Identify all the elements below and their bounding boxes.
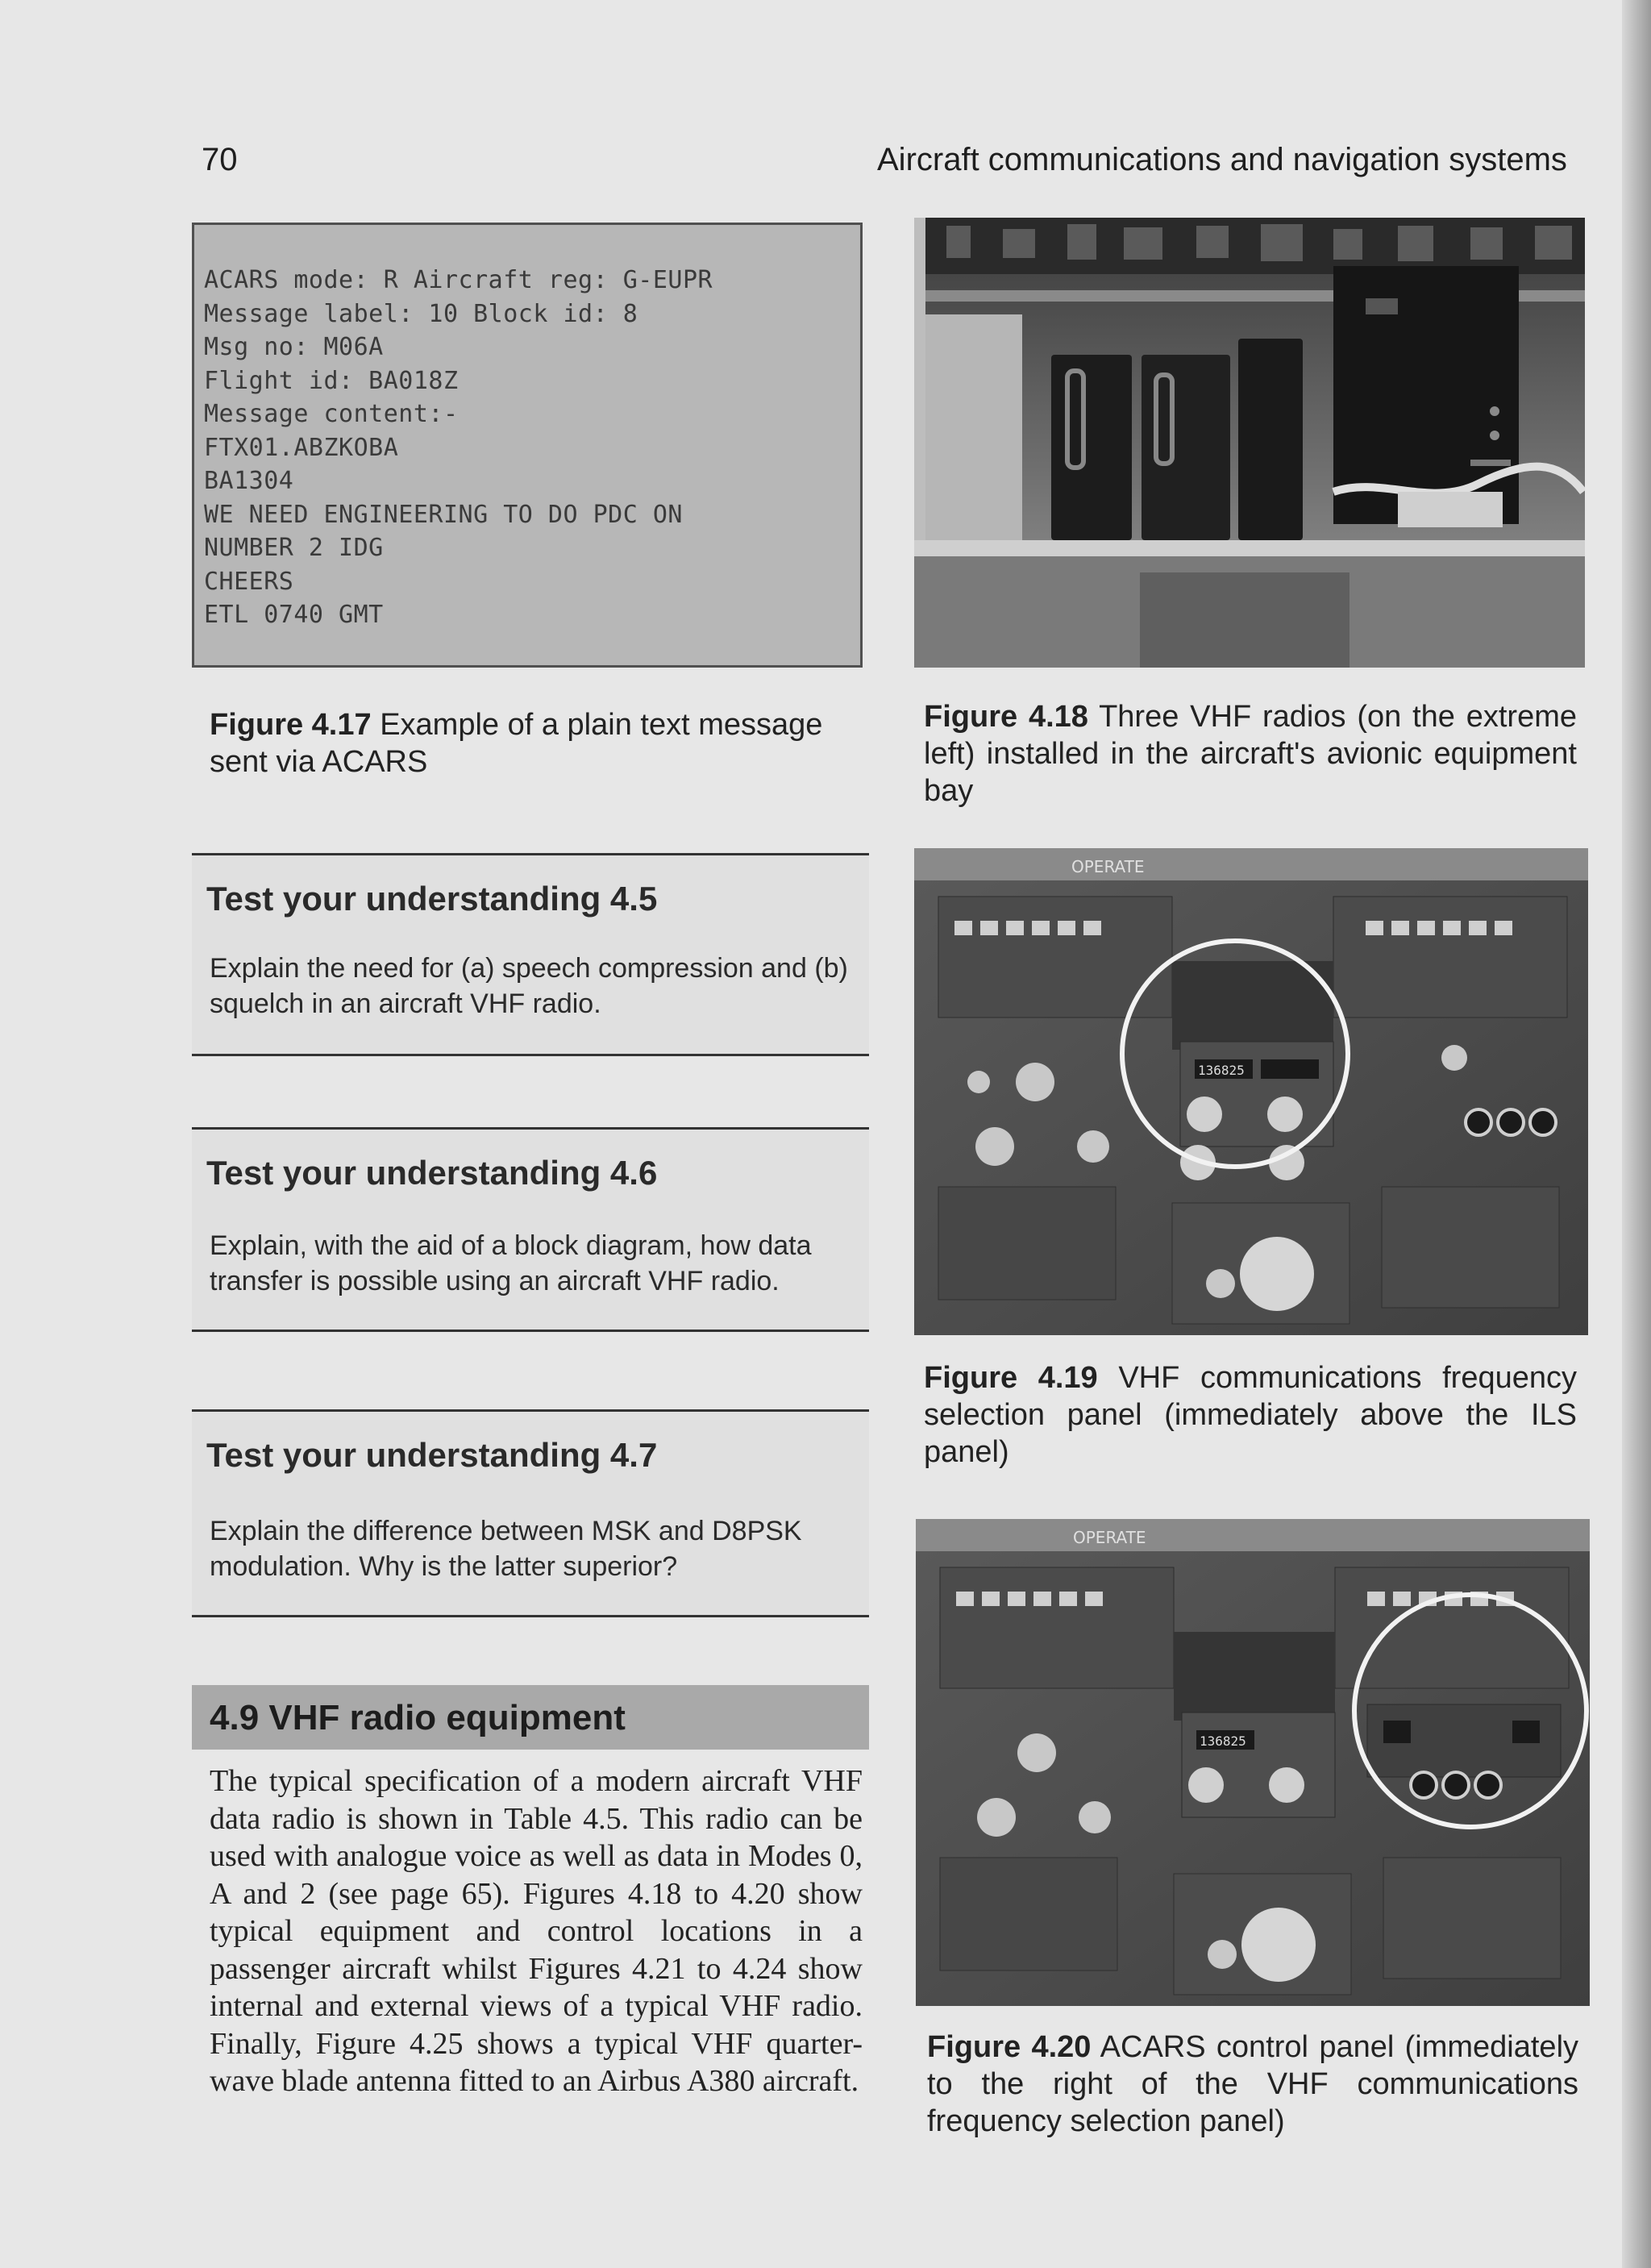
running-title: Aircraft communications and navigation systems <box>877 142 1567 177</box>
freq-display: 136825 <box>1198 1063 1245 1078</box>
figure-text: Three VHF radios (on the extreme left) installed in the aircraft's avionic equipment bay <box>924 700 1577 808</box>
section-body-text: The typical specification of a modern aircraft VHF data radio is shown in Table 4.5. This radio can be used with analogue voice as well as data in Modes 0, A and 2 (see page 65). Figures 4.18 to 4.20 show typical equipment and control locations in a passenger aircraft whilst Figures 4.21 to 4.24 show internal and external views of a typical VHF radio. Finally, Figure 4.25 shows a typical VHF quarter-wave blade antenna fitted to an Airbus A380 aircraft. <box>210 1764 863 2098</box>
figure-caption-4-17 <box>210 706 863 780</box>
acars-line: BA1304 <box>204 467 294 495</box>
section-heading-bar <box>192 1685 869 1750</box>
test-box-body: Explain the need for (a) speech compression and (b) squelch in an aircraft VHF radio. <box>210 953 848 1019</box>
acars-line: ACARS mode: R Aircraft reg: G-EUPR <box>204 266 713 294</box>
vhf-panel-photo <box>914 848 1588 1335</box>
acars-line: NUMBER 2 IDG <box>204 534 384 562</box>
section-heading: 4.9 VHF radio equipment <box>210 1698 626 1737</box>
acars-line: CHEERS <box>204 567 294 596</box>
acars-message-lines <box>204 264 713 632</box>
page-number: 70 <box>202 142 238 177</box>
test-box-title: Test your understanding 4.5 <box>206 880 658 918</box>
figure-text: VHF communications frequency selection panel (immediately above the ILS panel) <box>924 1361 1577 1469</box>
figure-text: ACARS control panel (immediately to the right of the VHF communications frequency selection panel) <box>927 2030 1579 2138</box>
figure-label: Figure 4.17 <box>210 708 372 742</box>
acars-line: Flight id: BA018Z <box>204 366 459 395</box>
figure-caption-4-20 <box>927 2029 1578 2140</box>
figure-caption-4-19 <box>924 1359 1577 1471</box>
figure-label: Figure 4.20 <box>927 2030 1092 2064</box>
acars-line: Message content:- <box>204 400 459 428</box>
figure-text: Example of a plain text message sent via ACARS <box>210 708 823 779</box>
figure-caption-4-18 <box>924 698 1577 809</box>
test-box-body: Explain, with the aid of a block diagram, how data transfer is possible using an aircraft VHF radio. <box>210 1230 812 1296</box>
operate-label: OPERATE <box>1071 857 1145 876</box>
test-box-4-6 <box>192 1127 869 1332</box>
figure-label: Figure 4.18 <box>924 700 1088 734</box>
test-box-title: Test your understanding 4.7 <box>206 1436 658 1474</box>
test-box-body: Explain the difference between MSK and D8PSK modulation. Why is the latter superior? <box>210 1516 802 1582</box>
freq-display: 136825 <box>1200 1733 1246 1749</box>
acars-line: Message label: 10 Block id: 8 <box>204 299 638 328</box>
test-box-4-5 <box>192 853 869 1056</box>
figure-label: Figure 4.19 <box>924 1361 1098 1395</box>
acars-panel-photo <box>916 1519 1590 2006</box>
test-box-4-7 <box>192 1409 869 1617</box>
acars-line: ETL 0740 GMT <box>204 601 384 629</box>
avionics-bay-photo <box>914 218 1585 668</box>
test-box-title: Test your understanding 4.6 <box>206 1154 658 1192</box>
operate-label: OPERATE <box>1073 1528 1146 1547</box>
acars-line: FTX01.ABZKOBA <box>204 433 399 462</box>
acars-line: WE NEED ENGINEERING TO DO PDC ON <box>204 500 683 529</box>
acars-line: Msg no: M06A <box>204 333 384 361</box>
page-edge-shadow <box>1622 0 1651 2268</box>
acars-message-box <box>192 223 863 668</box>
